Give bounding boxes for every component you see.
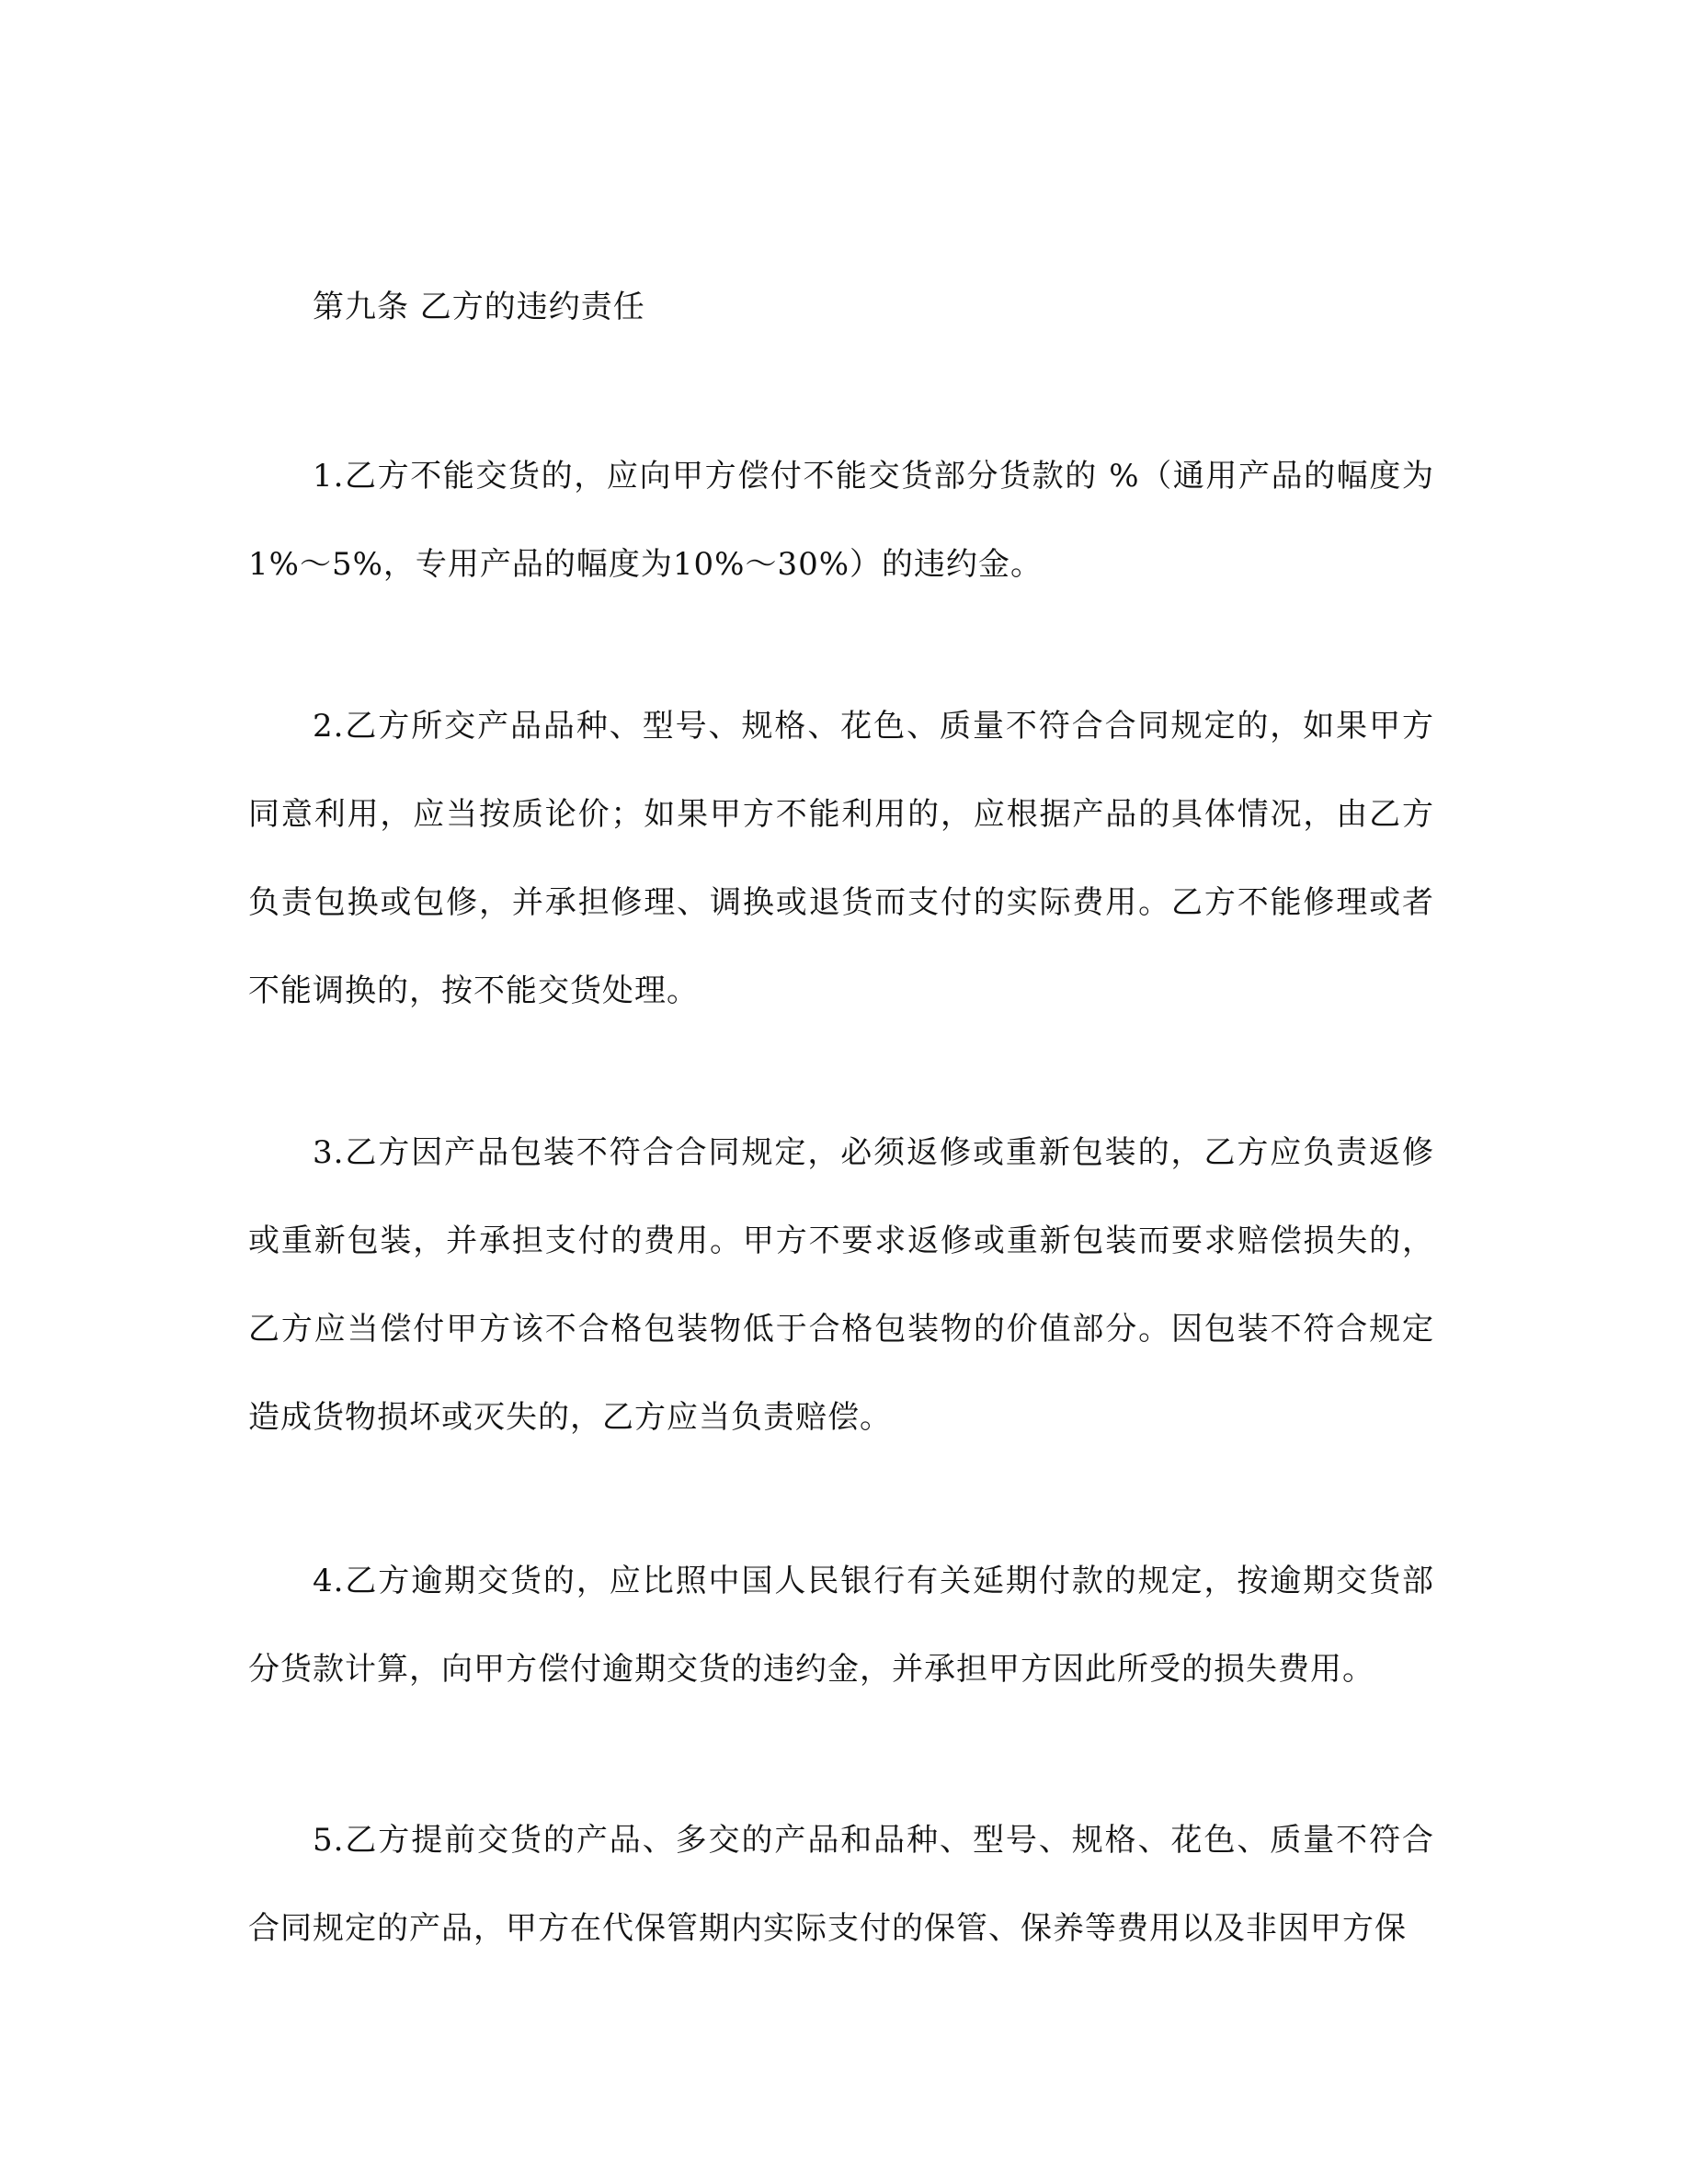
clause-paragraph-4: 4.乙方逾期交货的，应比照中国人民银行有关延期付款的规定，按逾期交货部分货款计算，向甲方偿付逾期交货的违约金，并承担甲方因此所受的损失费用。 — [248, 1563, 1434, 1688]
clause-paragraph-2: 2.乙方所交产品品种、型号、规格、花色、质量不符合合同规定的，如果甲方同意利用，应当按质论价；如果甲方不能利用的，应根据产品的具体情况，由乙方负责包换或包修，并承担修理、调换或退货而支付的实际费用。乙方不能修理或者不能调换的，按不能交货处理。 — [248, 708, 1434, 1009]
clause-paragraph-3: 3.乙方因产品包装不符合合同规定，必须返修或重新包装的，乙方应负责返修或重新包装，并承担支付的费用。甲方不要求返修或重新包装而要求赔偿损失的，乙方应当偿付甲方该不合格包装物低于合格包装物的价值部分。因包装不符合规定造成货物损坏或灭失的，乙方应当负责赔偿。 — [248, 1134, 1434, 1436]
article-title: 第九条 乙方的违约责任 — [313, 289, 645, 325]
clause-paragraph-1: 1.乙方不能交货的，应向甲方偿付不能交货部分货款的 %（通用产品的幅度为1%～5%，专用产品的幅度为10%～30%）的违约金。 — [248, 458, 1434, 583]
clause-paragraph-5: 5.乙方提前交货的产品、多交的产品和品种、型号、规格、花色、质量不符合合同规定的产品，甲方在代保管期内实际支付的保管、保养等费用以及非因甲方保 — [248, 1822, 1434, 1947]
